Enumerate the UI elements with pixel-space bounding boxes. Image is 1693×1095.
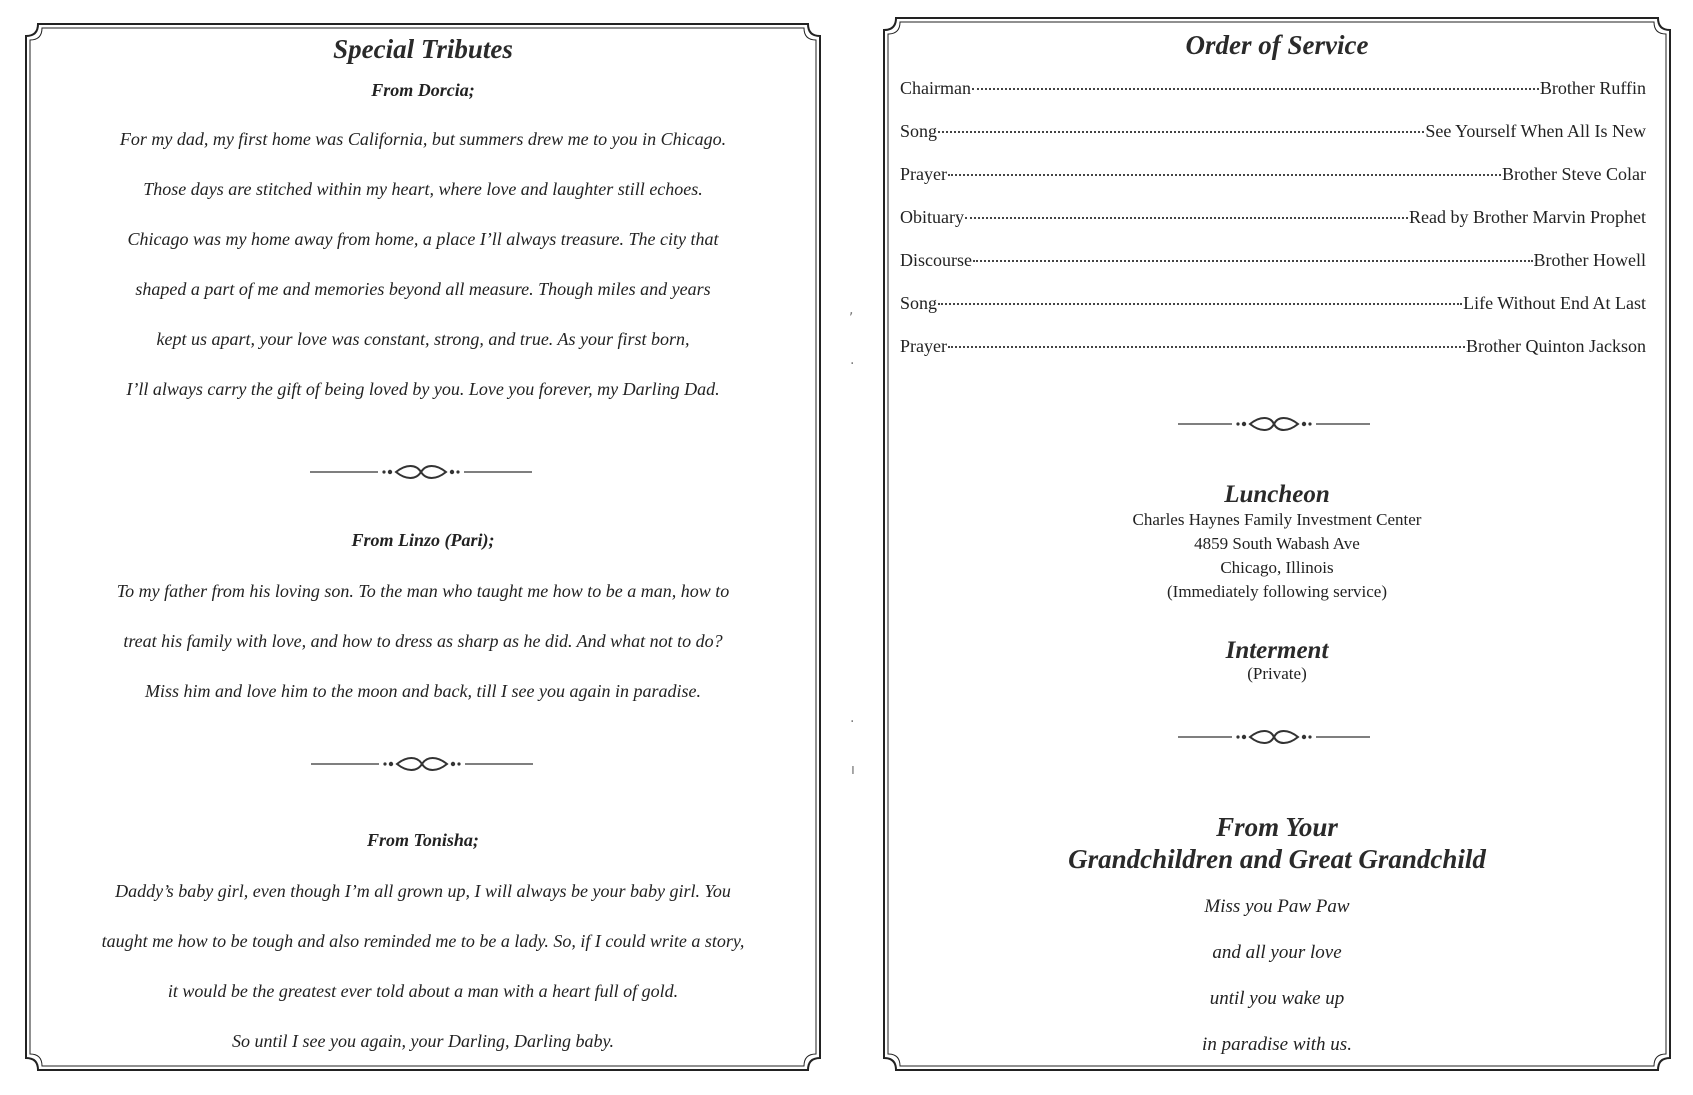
tribute-line: I’ll always carry the gift of being loved by you. Love you forever, my Darling Dad. [126, 379, 720, 399]
scan-speck: , [849, 302, 854, 318]
service-person: Brother Howell [1533, 250, 1646, 270]
flourish-divider [1176, 729, 1372, 745]
service-role: Song [900, 121, 938, 141]
luncheon-venue: Charles Haynes Family Investment Center [1132, 510, 1422, 529]
tribute-line: Daddy’s baby girl, even though I’m all grown up, I will always be your baby girl. You [115, 881, 731, 901]
closing-heading: From Your [1216, 812, 1338, 842]
service-row [900, 78, 1646, 99]
service-person: Read by Brother Marvin Prophet [1409, 207, 1646, 227]
service-person: Brother Quinton Jackson [1466, 336, 1646, 356]
tribute-line: treat his family with love, and how to dress as sharp as he did. And what not to do? [123, 631, 723, 651]
tribute-line: Miss him and love him to the moon and back, till I see you again in paradise. [145, 681, 701, 701]
tribute-line: Chicago was my home away from home, a place I’ll always treasure. The city that [127, 229, 719, 249]
tribute-line: it would be the greatest ever told about a man with a heart full of gold. [167, 981, 679, 1001]
service-person: Brother Ruffin [1539, 78, 1646, 98]
service-role: Song [900, 293, 938, 313]
service-row [900, 164, 1646, 185]
service-role: Prayer [900, 164, 947, 184]
tributes-page [24, 22, 822, 1072]
service-row [900, 207, 1646, 228]
service-page [882, 16, 1672, 1072]
flourish-divider [309, 756, 535, 772]
service-person: See Yourself When All Is New [1425, 121, 1646, 141]
closing-heading: Grandchildren and Great Grandchild [1068, 844, 1486, 874]
service-row [900, 293, 1646, 314]
closing-line: and all your love [1212, 942, 1342, 963]
dot-leader [938, 131, 1424, 133]
interment-note: (Private) [1247, 664, 1307, 683]
tribute-line: shaped a part of me and memories beyond all measure. Though miles and years [135, 279, 711, 299]
service-person: Brother Steve Colar [1502, 164, 1646, 184]
closing-line: until you wake up [1209, 988, 1345, 1009]
tribute-line: Those days are stitched within my heart, where love and laughter still echoes. [143, 179, 703, 199]
tribute-line: For my dad, my first home was California, but summers drew me to you in Chicago. [119, 129, 727, 149]
luncheon-address: 4859 South Wabash Ave [1194, 534, 1360, 553]
page-title: Special Tributes [333, 34, 513, 64]
tribute-heading: From Tonisha; [367, 830, 479, 850]
dot-leader [972, 88, 1539, 90]
service-role: Obituary [900, 207, 964, 227]
tribute-heading: From Linzo (Pari); [351, 530, 495, 550]
tribute-line: kept us apart, your love was constant, strong, and true. As your first born, [156, 329, 690, 349]
dot-leader [938, 303, 1462, 305]
service-row [900, 336, 1646, 357]
dot-leader [973, 260, 1533, 262]
service-person: Life Without End At Last [1463, 293, 1646, 313]
service-role: Prayer [900, 336, 947, 356]
service-role: Discourse [900, 250, 972, 270]
service-row [900, 121, 1646, 142]
luncheon-heading: Luncheon [1224, 481, 1330, 508]
luncheon-city: Chicago, Illinois [1220, 558, 1334, 577]
scan-speck: ı [851, 762, 855, 778]
tribute-line: So until I see you again, your Darling, Darling baby. [232, 1031, 614, 1051]
scan-speck: · [850, 714, 855, 730]
dot-leader [965, 217, 1408, 219]
closing-line: in paradise with us. [1202, 1034, 1352, 1055]
scan-speck: · [850, 356, 855, 372]
dot-leader [948, 174, 1501, 176]
tribute-line: To my father from his loving son. To the man who taught me how to be a man, how to [116, 581, 730, 601]
interment-heading: Interment [1225, 637, 1329, 664]
page-title: Order of Service [1185, 30, 1369, 60]
dot-leader [948, 346, 1465, 348]
flourish-divider [1176, 416, 1372, 432]
luncheon-note: (Immediately following service) [1167, 582, 1387, 601]
flourish-divider [308, 464, 534, 480]
service-role: Chairman [900, 78, 971, 98]
tribute-line: taught me how to be tough and also reminded me to be a lady. So, if I could write a story, [101, 931, 745, 951]
tribute-heading: From Dorcia; [371, 80, 475, 100]
service-row [900, 250, 1646, 271]
closing-line: Miss you Paw Paw [1204, 896, 1350, 917]
